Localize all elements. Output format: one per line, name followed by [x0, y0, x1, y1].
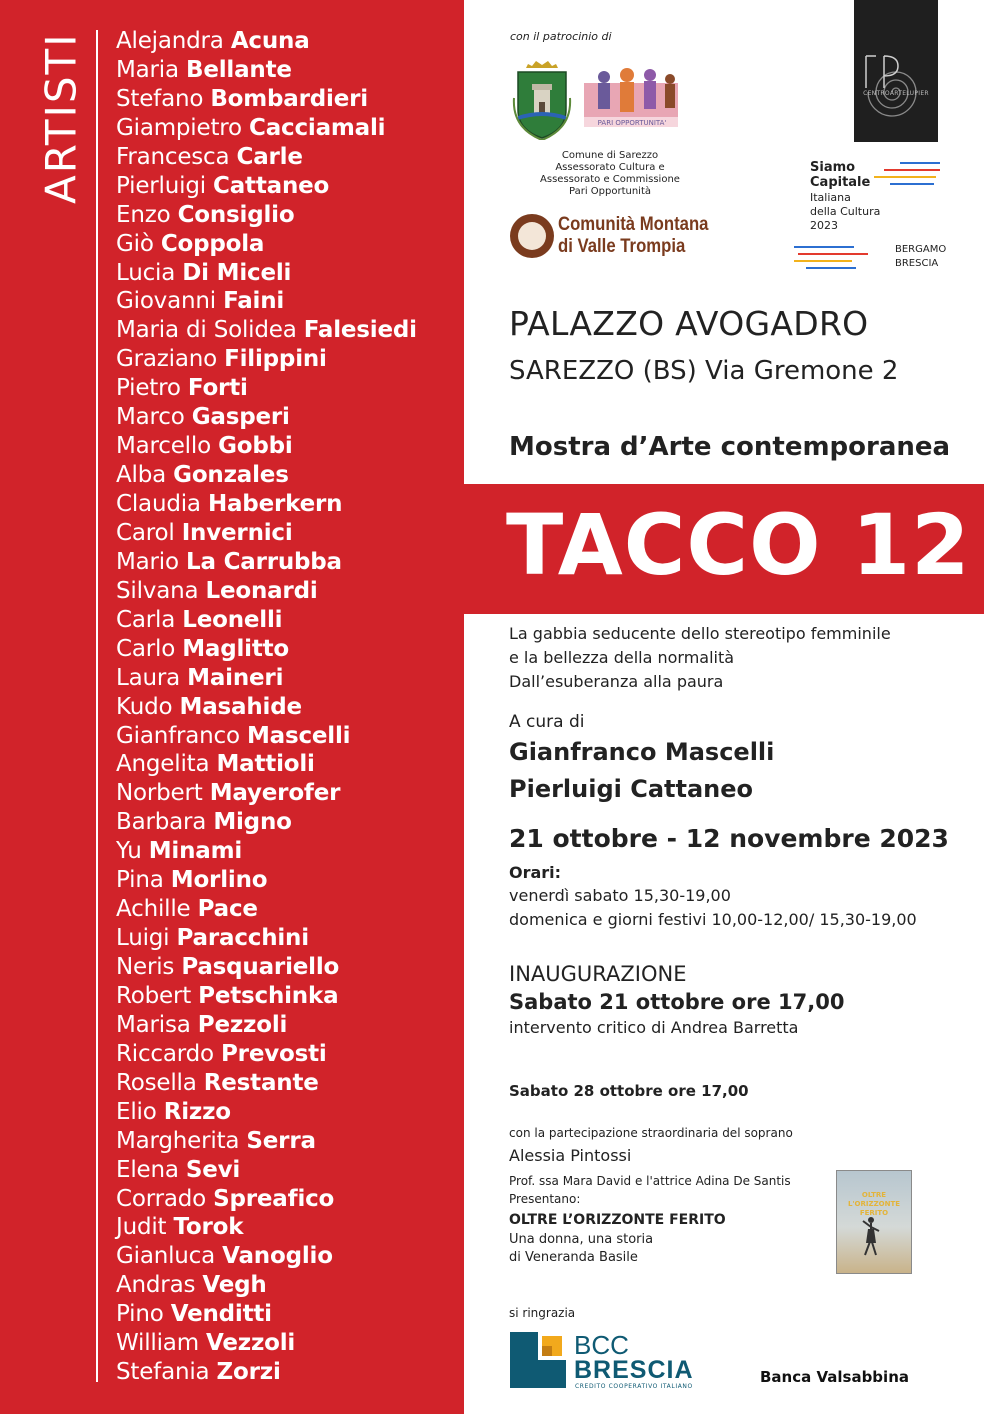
capitale-bergamo: BERGAMO — [895, 244, 947, 255]
curator-name: Pierluigi Cattaneo — [509, 775, 754, 803]
color-stripe — [794, 260, 852, 262]
artist-item — [116, 895, 417, 924]
artist-item — [116, 982, 417, 1011]
comunita-montana-line2: di Valle Trompia — [558, 236, 686, 257]
artist-item — [116, 201, 417, 230]
artist-first-name: Elena — [116, 1156, 179, 1183]
artist-surname: Paracchini — [176, 925, 309, 952]
artist-surname: Gobbi — [218, 433, 293, 460]
artist-surname: Di Miceli — [182, 259, 292, 286]
banca-valsabbina: Banca Valsabbina — [760, 1368, 909, 1386]
artist-first-name: Stefano — [116, 85, 204, 112]
artist-surname: Forti — [187, 375, 248, 402]
artist-first-name: Marisa — [116, 1011, 191, 1038]
artist-first-name: Laura — [116, 664, 181, 691]
bcc-logo-mark — [510, 1332, 566, 1388]
artist-surname: Coppola — [160, 230, 265, 257]
artist-surname: Spreafico — [213, 1185, 335, 1212]
artist-first-name: Pino — [116, 1301, 164, 1328]
artist-surname: Vegh — [202, 1272, 267, 1299]
thanks-label: si ringrazia — [509, 1306, 576, 1320]
artist-first-name: Alejandra — [116, 28, 224, 54]
pari-opportunita-logo — [582, 65, 682, 137]
artist-first-name: Angelita — [116, 751, 210, 778]
artist-first-name: Silvana — [116, 577, 199, 604]
artist-surname: Sevi — [185, 1156, 241, 1183]
bcc-logo-line2: BRESCIA — [574, 1356, 694, 1384]
event2-participation: con la partecipazione straordinaria del soprano — [509, 1126, 793, 1140]
event2-soprano: Alessia Pintossi — [509, 1146, 632, 1165]
capitale-cultura-logo — [810, 160, 980, 280]
artist-item — [116, 693, 417, 722]
book-cover-image — [836, 1170, 912, 1274]
hours-label: Orari: — [509, 863, 562, 882]
artist-surname: Acuna — [230, 28, 310, 54]
artist-item — [116, 1242, 417, 1271]
artist-first-name: Norbert — [116, 780, 203, 807]
artist-first-name: Gianfranco — [116, 722, 240, 749]
subtitle-line: Dall’esuberanza alla paura — [509, 672, 724, 691]
artist-first-name: Corrado — [116, 1185, 207, 1212]
color-stripe — [794, 246, 854, 248]
artist-item — [116, 837, 417, 866]
centroarte-name: CENTROARTELUPIER — [863, 90, 929, 97]
artist-item — [116, 432, 417, 461]
artists-panel — [0, 0, 464, 1414]
artist-surname: Serra — [246, 1127, 316, 1154]
artist-surname: Masahide — [179, 693, 302, 720]
artist-surname: Zorzi — [216, 1359, 281, 1386]
event2-presenters: Prof. ssa Mara David e l'attrice Adina De Santis — [509, 1174, 791, 1188]
centroarte-logo — [854, 0, 938, 142]
artist-item — [116, 1358, 417, 1387]
artist-surname: Maineri — [187, 664, 284, 691]
artist-surname: Mascelli — [246, 722, 351, 749]
artist-first-name: Giovanni — [116, 288, 216, 315]
inauguration-note: intervento critico di Andrea Barretta — [509, 1018, 799, 1037]
artist-item — [116, 1011, 417, 1040]
event2-date: Sabato 28 ottobre ore 17,00 — [509, 1082, 749, 1100]
artist-item — [116, 548, 417, 577]
artist-first-name: Maria — [116, 56, 179, 83]
author-name: Veneranda Basile — [525, 1250, 638, 1265]
show-type: Mostra d’Arte contemporanea — [509, 432, 951, 462]
artist-surname: Gonzales — [173, 462, 289, 489]
title-band — [464, 484, 984, 614]
artist-first-name: Alba — [116, 462, 167, 489]
bcc-logo-line1: BCC — [574, 1330, 629, 1360]
artist-first-name: Carla — [116, 606, 176, 633]
artist-first-name: Elio — [116, 1098, 157, 1125]
artist-item — [116, 230, 417, 259]
artist-surname: Petschinka — [198, 982, 339, 1009]
artist-item — [116, 345, 417, 374]
artist-surname: Cacciamali — [249, 114, 386, 141]
artist-surname: Gasperi — [191, 404, 290, 431]
curator-name: Gianfranco Mascelli — [509, 738, 775, 766]
curated-by-label: A cura di — [509, 712, 585, 732]
artist-item — [116, 403, 417, 432]
artist-item — [116, 606, 417, 635]
artist-item — [116, 664, 417, 693]
artist-first-name: Robert — [116, 982, 192, 1009]
artist-first-name: Pietro — [116, 375, 181, 402]
hours-line: domenica e giorni festivi 10,00-12,00/ 15,30-19,00 — [509, 910, 917, 929]
venue-address: SAREZZO (BS) Via Gremone 2 — [509, 356, 899, 386]
capitale-line: Italiana — [810, 191, 851, 204]
artist-first-name: Kudo — [116, 693, 173, 720]
capitale-line: della Cultura — [810, 205, 881, 218]
artist-item — [116, 635, 417, 664]
comune-text — [520, 150, 700, 198]
artist-item — [116, 27, 417, 56]
artist-item — [116, 1098, 417, 1127]
artist-item — [116, 1156, 417, 1185]
event2-author — [509, 1250, 638, 1265]
color-stripe — [798, 253, 868, 255]
artist-surname: Leonelli — [182, 606, 283, 633]
artist-first-name: Marcello — [116, 433, 211, 460]
artist-item — [116, 1127, 417, 1156]
capitale-line: Capitale — [810, 175, 871, 190]
artist-surname: Vanoglio — [222, 1243, 333, 1270]
artist-surname: Pasquariello — [181, 954, 340, 980]
artist-first-name: Rosella — [116, 1069, 197, 1096]
artist-first-name: William — [116, 1330, 199, 1357]
artist-item — [116, 259, 417, 288]
artist-item — [116, 722, 417, 751]
event2-presentano: Presentano: — [509, 1192, 581, 1206]
artist-item — [116, 1329, 417, 1358]
comune-line: Assessorato e Commissione — [540, 174, 680, 185]
artist-surname: Cattaneo — [213, 172, 330, 199]
artist-item — [116, 114, 417, 143]
sarezzo-crest-logo — [512, 58, 572, 140]
event2-book-title: OLTRE L’ORIZZONTE FERITO — [509, 1212, 726, 1228]
color-stripe — [874, 176, 936, 178]
dancer-figure-icon — [861, 1215, 881, 1259]
capitale-line: 2023 — [810, 219, 838, 232]
exhibition-dates: 21 ottobre - 12 novembre 2023 — [509, 824, 949, 853]
artist-surname: Leonardi — [205, 577, 318, 604]
artist-first-name: Francesca — [116, 143, 237, 170]
artist-first-name: Carol — [116, 519, 175, 546]
artist-item — [116, 808, 417, 837]
artist-first-name: Graziano — [116, 346, 217, 373]
artist-item — [116, 779, 417, 808]
artist-item — [116, 1271, 417, 1300]
artist-surname: Falesiedi — [303, 317, 417, 344]
artist-surname: Consiglio — [177, 201, 295, 228]
color-stripe — [900, 162, 940, 164]
artist-item — [116, 85, 417, 114]
artist-item — [116, 866, 417, 895]
color-stripe — [884, 169, 940, 171]
artist-item — [116, 1300, 417, 1329]
artist-surname: La Carrubba — [185, 548, 342, 575]
book-cover-title: OLTRE L'ORIZZONTE FERITO — [847, 1191, 901, 1217]
artist-item — [116, 490, 417, 519]
exhibition-subtitle — [509, 622, 891, 694]
artist-surname: Maglitto — [182, 635, 290, 662]
artist-surname: Venditti — [170, 1301, 272, 1328]
artist-surname: Mattioli — [216, 751, 315, 778]
artist-item — [116, 750, 417, 779]
artist-item — [116, 461, 417, 490]
hours-line: venerdì sabato 15,30-19,00 — [509, 886, 731, 905]
artist-first-name: Luigi — [116, 925, 170, 952]
artist-surname: Morlino — [170, 867, 268, 894]
artist-item — [116, 1069, 417, 1098]
artist-surname: Invernici — [181, 519, 293, 546]
artist-item — [116, 519, 417, 548]
patronage-label: con il patrocinio di — [510, 30, 612, 43]
artist-item — [116, 316, 417, 345]
inauguration-label: INAUGURAZIONE — [509, 962, 687, 986]
artist-surname: Prevosti — [221, 1040, 327, 1067]
artist-surname: Filippini — [224, 346, 327, 373]
artists-heading: ARTISTI — [36, 32, 86, 204]
artist-surname: Haberkern — [207, 491, 343, 517]
seal-icon — [510, 214, 554, 258]
artist-first-name: Carlo — [116, 635, 176, 662]
artist-first-name: Pierluigi — [116, 172, 206, 199]
artist-first-name: Achille — [116, 896, 191, 923]
artist-first-name: Judit — [116, 1214, 167, 1241]
artist-item — [116, 1185, 417, 1214]
subtitle-line: La gabbia seducente dello stereotipo femminile — [509, 624, 891, 643]
artist-surname: Bombardieri — [210, 85, 368, 112]
artist-surname: Pace — [197, 896, 258, 923]
artist-first-name: Giò — [116, 230, 154, 257]
artist-first-name: Yu — [116, 838, 142, 865]
artist-surname: Vezzoli — [206, 1330, 296, 1357]
artist-first-name: Mario — [116, 548, 179, 575]
artist-item — [116, 577, 417, 606]
capitale-line: Siamo — [810, 160, 856, 175]
venue-name: PALAZZO AVOGADRO — [509, 304, 869, 343]
artist-surname: Pezzoli — [197, 1011, 288, 1038]
exhibition-title: TACCO 12 — [506, 496, 971, 594]
comune-line: Assessorato Cultura e — [555, 162, 665, 173]
artist-item — [116, 1040, 417, 1069]
color-stripe — [890, 183, 934, 185]
comune-line: Pari Opportunità — [569, 186, 651, 197]
artist-first-name: Neris — [116, 954, 175, 980]
comunita-montana-logo — [510, 212, 720, 266]
artist-first-name: Maria di Solidea — [116, 317, 297, 344]
artist-surname: Torok — [173, 1214, 244, 1241]
artist-first-name: Gianluca — [116, 1243, 215, 1270]
artist-first-name: Giampietro — [116, 114, 242, 141]
artist-first-name: Stefania — [116, 1359, 210, 1386]
capitale-brescia: BRESCIA — [895, 258, 939, 269]
artist-item — [116, 924, 417, 953]
artist-first-name: Barbara — [116, 809, 207, 836]
artist-surname: Bellante — [186, 56, 292, 83]
author-prefix: di — [509, 1250, 525, 1265]
artist-item — [116, 143, 417, 172]
artist-item — [116, 56, 417, 85]
artist-surname: Migno — [213, 809, 292, 836]
artist-surname: Mayerofer — [209, 780, 341, 807]
comunita-montana-line1: Comunità Montana — [558, 214, 709, 235]
divider-line — [96, 30, 98, 1382]
color-stripe — [806, 267, 856, 269]
subtitle-line: e la bellezza della normalità — [509, 648, 735, 667]
artist-surname: Restante — [203, 1069, 319, 1096]
artist-first-name: Enzo — [116, 201, 171, 228]
comune-line: Comune di Sarezzo — [561, 150, 659, 161]
artist-first-name: Andras — [116, 1272, 196, 1299]
artist-first-name: Marco — [116, 404, 185, 431]
artist-surname: Minami — [148, 838, 243, 865]
pari-logo-text: PARI OPPORTUNITA' — [597, 119, 667, 127]
artist-item — [116, 287, 417, 316]
artist-first-name: Claudia — [116, 491, 201, 517]
artist-surname: Carle — [236, 143, 303, 170]
inauguration-date: Sabato 21 ottobre ore 17,00 — [509, 990, 845, 1014]
artist-first-name: Margherita — [116, 1127, 240, 1154]
artist-first-name: Riccardo — [116, 1040, 214, 1067]
artist-item — [116, 953, 417, 982]
artist-surname: Rizzo — [163, 1098, 231, 1125]
artist-item — [116, 1213, 417, 1242]
artist-list — [116, 27, 417, 1387]
event2-book-subtitle: Una donna, una storia — [509, 1232, 654, 1247]
artist-item — [116, 172, 417, 201]
lp-monogram-icon — [862, 54, 902, 90]
artist-item — [116, 374, 417, 403]
bcc-logo-line3: CREDITO COOPERATIVO ITALIANO — [575, 1383, 693, 1390]
artist-first-name: Lucia — [116, 259, 176, 286]
artist-surname: Faini — [223, 288, 285, 315]
artist-first-name: Pina — [116, 867, 164, 894]
